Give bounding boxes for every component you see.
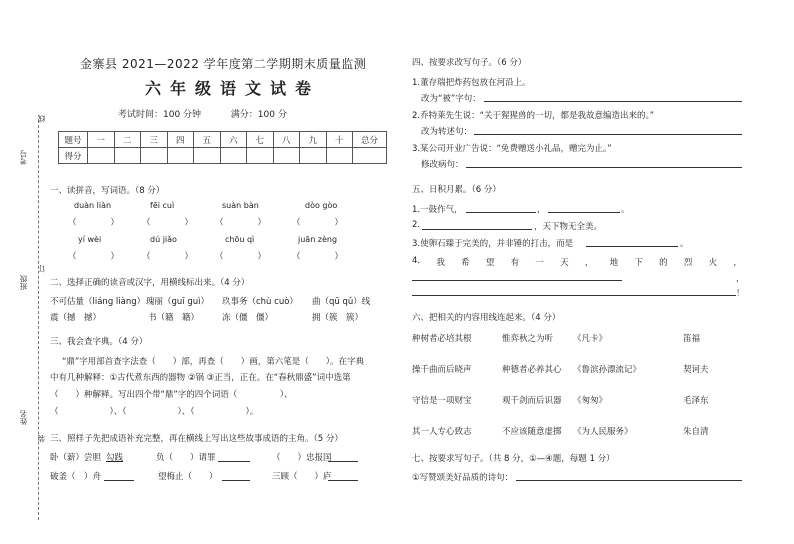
pinyin: yí wèi — [78, 235, 102, 244]
score-cell[interactable] — [141, 148, 168, 164]
county-title: 金寨县 2021—2022 学年度第二学期期末质量监测 — [80, 57, 367, 71]
answer-line[interactable] — [466, 167, 742, 168]
score-cell[interactable] — [273, 148, 300, 164]
s5-char: 天 — [560, 258, 569, 268]
answer-line[interactable] — [484, 101, 742, 102]
s5-char: 下 — [634, 258, 643, 268]
score-cell[interactable] — [194, 148, 221, 164]
s3-text: （ ）、（ ）、（ ）。 — [50, 407, 259, 417]
side-label-class: 班级 — [19, 275, 28, 290]
score-table-header-row — [59, 132, 387, 148]
table-cell: 五 — [194, 132, 221, 148]
answer-line[interactable] — [218, 461, 250, 462]
pinyin: dòo gòo — [305, 201, 338, 210]
s2-item: 震（撼 撼） — [50, 313, 102, 323]
table-cell: 六 — [220, 132, 247, 148]
section-5-title: 五、日积月累。（6 分） — [412, 185, 501, 195]
s3-text: “鼎”字用部首查字法查（ ）部，再查（ ）画，第六笔是（ ）。在字典 — [62, 357, 365, 367]
s2-item: 不可估量（liáng liàng） — [50, 297, 146, 307]
s4-idiom: 破釜（ ）舟 — [50, 472, 102, 482]
pinyin: chōu qì — [225, 235, 255, 244]
s5-item-1: 1.一鼓作气， — [412, 205, 463, 215]
table-cell: 总分 — [353, 132, 387, 148]
match-col2-item[interactable]: 观千剑而后识器 — [502, 396, 562, 406]
match-col2-item[interactable]: 惟弈秋之为听 — [502, 334, 554, 344]
s3-text: 中有几种解释：①古代煮东西的器物 ②锅 ③正当，正在。在“春秋鼎盛”词中选第 — [50, 373, 351, 383]
pinyin: dú jiǎo — [150, 235, 177, 244]
s5-char: 希 — [461, 258, 470, 268]
section-3-title: 三、我会查字典。（4 分） — [50, 337, 148, 347]
exam-info — [118, 107, 287, 120]
answer-paren[interactable]: （ ） — [215, 218, 267, 228]
side-label-line: 线 — [37, 115, 46, 123]
match-col2-item[interactable]: 种德者必养其心 — [502, 365, 562, 375]
s5-char: 烈 — [683, 258, 693, 268]
s5-char: 地 — [609, 258, 619, 268]
match-col3-item[interactable]: 《匆匆》 — [573, 396, 608, 406]
score-cell[interactable] — [247, 148, 274, 164]
s3-text: （ ）种解释。写出四个带“鼎”字的四个词语（ ）、 — [50, 390, 293, 400]
section-4-left-title: 三、照样子先把成语补充完整，再在横线上写出这些故事成语的主角。（5 分） — [50, 434, 343, 444]
answer-paren[interactable]: （ ） — [215, 252, 267, 262]
answer-line[interactable] — [328, 461, 358, 462]
binding-line — [38, 120, 39, 520]
s4-idiom: 负（ ）请罪 — [156, 453, 216, 463]
s5-char: 望 — [485, 258, 495, 268]
match-col3-item[interactable]: 《凡卡》 — [573, 334, 608, 344]
side-label-name: 姓名 — [19, 410, 28, 425]
s5-item-2: 2. — [412, 220, 421, 230]
match-col1-item[interactable]: 守信是一项财宝 — [412, 396, 472, 406]
s4-answer-example: 勾践 — [106, 453, 124, 463]
s5-char: 火 — [708, 258, 718, 268]
table-cell: 题号 — [59, 132, 88, 148]
match-col2-item[interactable]: 不应该随意虚掷 — [502, 427, 562, 437]
answer-paren[interactable]: （ ） — [142, 218, 194, 228]
score-table — [58, 131, 387, 164]
s5-char: 我 — [436, 258, 445, 268]
s5-char: 的 — [659, 258, 668, 268]
pinyin: juān zèng — [298, 235, 338, 244]
match-col4-item[interactable]: 笛福 — [683, 334, 701, 344]
match-col4-item[interactable]: 朱自清 — [683, 427, 709, 437]
match-col1-item[interactable]: 其一人专心致志 — [412, 427, 472, 437]
s5-comma: ， — [736, 274, 745, 284]
s7-item-1: ①写赞颂美好品质的诗句： — [412, 473, 514, 483]
s2-item: 玖事务（chù cuò） — [222, 297, 298, 307]
match-col1-item[interactable]: 操千曲而后晓声 — [412, 365, 472, 375]
score-cell[interactable] — [300, 148, 327, 164]
s5-period: 。 — [680, 239, 689, 249]
answer-line[interactable] — [516, 480, 742, 481]
table-cell: 四 — [167, 132, 194, 148]
pinyin: fēi cuì — [150, 201, 175, 210]
binding-margin — [18, 110, 48, 530]
s5-char: 4. — [412, 256, 421, 266]
table-cell: 八 — [273, 132, 300, 148]
table-cell: 九 — [300, 132, 327, 148]
match-col3-item[interactable]: 《鲁滨孙漂流记》 — [573, 365, 642, 375]
section-7-title: 七、按要求写句子。（共 8 分，①—④题，每题 1 分） — [412, 454, 615, 464]
table-cell: 得分 — [59, 148, 88, 164]
s2-item: 冻（僵 僵） — [222, 313, 274, 323]
answer-line[interactable] — [474, 134, 742, 135]
question-1-instruction: 改为“被”字句： — [421, 94, 481, 104]
answer-paren[interactable]: （ ） — [142, 252, 194, 262]
side-label-bind: 订 — [37, 265, 46, 273]
answer-line[interactable] — [586, 246, 678, 247]
exam-time: 考试时间：100 分钟 — [118, 110, 202, 120]
answer-paren[interactable]: （ ） — [292, 218, 344, 228]
section-1-title: 一、读拼音，写词语。（8 分） — [50, 186, 165, 196]
s5-period: 。 — [621, 205, 630, 215]
answer-line[interactable] — [548, 212, 620, 213]
score-cell[interactable] — [88, 148, 115, 164]
s5-exclamation: ！ — [736, 289, 745, 299]
answer-line[interactable] — [104, 480, 134, 481]
match-col3-item[interactable]: 《为人民服务》 — [573, 427, 633, 437]
question-3-instruction: 修改病句： — [421, 160, 464, 170]
section-2-title: 二、选择正确的读音或汉字，用横线标出来。（4 分） — [50, 278, 250, 288]
s4-idiom: 卧（薪）尝胆 — [50, 453, 102, 463]
score-table-score-row — [59, 148, 387, 164]
match-col4-item[interactable]: 毛泽东 — [683, 396, 709, 406]
s5-char: ， — [733, 258, 742, 268]
pinyin: duàn liàn — [74, 201, 112, 210]
s5-item-2-tail: ，天下物无全美。 — [534, 222, 603, 232]
side-label-exam-no: 考号 — [19, 150, 28, 165]
s4-idiom: （ ）忠报国 — [272, 453, 332, 463]
question-2: 2.乔特莱先生说：“关于猩猩兽的一切，都是我故意编造出来的。” — [412, 111, 655, 121]
s5-char: 有 — [510, 258, 520, 268]
s5-char: 一 — [535, 258, 544, 268]
answer-line[interactable] — [328, 480, 358, 481]
table-cell: 十 — [326, 132, 353, 148]
table-cell: 七 — [247, 132, 274, 148]
full-score: 满分：100 分 — [230, 110, 287, 120]
s5-comma: ， — [537, 205, 546, 215]
score-cell[interactable] — [326, 148, 353, 164]
score-cell[interactable] — [220, 148, 247, 164]
s2-item: 曲（qū qǔ）线 — [312, 297, 371, 307]
section-4-title: 四、按要求改写句子。（6 分） — [412, 58, 527, 68]
table-cell: 一 — [88, 132, 115, 148]
question-3: 3.某公司开业广告说：“免费赠送小礼品，赠完为止。” — [412, 144, 612, 154]
s4-idiom: 三顾（ ）庐 — [272, 472, 332, 482]
answer-paren[interactable]: （ ） — [68, 252, 120, 262]
answer-line[interactable] — [412, 295, 736, 296]
s2-item: 瑰丽（ɡuī ɡuì） — [146, 297, 209, 307]
score-cell[interactable] — [167, 148, 194, 164]
question-2-instruction: 改为转述句： — [421, 127, 473, 137]
table-cell: 二 — [114, 132, 141, 148]
side-label-seal: 装 — [37, 435, 46, 443]
score-cell[interactable] — [114, 148, 141, 164]
s2-item: 书（籍 籍） — [148, 313, 200, 323]
match-col1-item[interactable]: 种树者必培其根 — [412, 334, 472, 344]
answer-line[interactable] — [422, 229, 532, 230]
answer-paren[interactable]: （ ） — [68, 218, 120, 228]
s4-idiom: 望梅止（ ） — [158, 472, 218, 482]
s2-item: 拥（簇 簇） — [312, 313, 364, 323]
pinyin: suàn bàn — [222, 201, 259, 210]
question-1: 1.董存瑞把炸药包放在河沿上。 — [412, 78, 531, 88]
answer-line[interactable] — [466, 212, 536, 213]
answer-paren[interactable]: （ ） — [292, 252, 344, 262]
table-cell: 三 — [141, 132, 168, 148]
score-cell[interactable] — [353, 148, 387, 164]
s5-char: ， — [584, 258, 594, 268]
section-6-title: 六、把相关的内容用线连起来。（4 分） — [412, 313, 561, 323]
main-title: 六年级语文试卷 — [145, 79, 321, 98]
answer-line[interactable] — [412, 280, 622, 281]
s5-item-4 — [412, 256, 742, 268]
s5-item-3: 3.使卵石臻于完美的，并非锤的打击，而是 — [412, 239, 574, 249]
answer-line[interactable] — [222, 480, 250, 481]
match-col4-item[interactable]: 契诃夫 — [683, 365, 709, 375]
